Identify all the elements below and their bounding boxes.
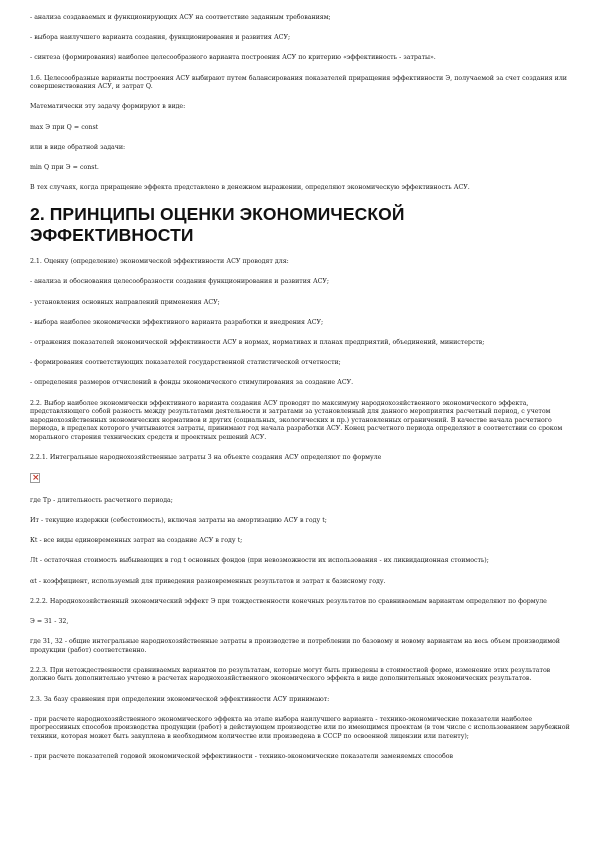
paragraph-economic-efficiency: В тех случаях, когда приращение эффекта представлено в денежном выражении, определяют экономическую эффективность АСУ. [30, 184, 470, 192]
bullet-variant-choice: - выбора наиболее экономически эффективного варианта разработки и внедрения АСУ; [30, 318, 324, 326]
bullet-national-effect-base: - при расчете народнохозяйственного экономического эффекта на этапе выбора наилучшего варианта - технико-экономические показатели наиболее прогрессивных способов производства продукции (работ) в действующем производстве или по имеющимся проектам (в том числе с использованием зарубежной техники, которая может быть закуплена в необходимом количестве или произведена в СССР по освоенной лицензии или патенту); [30, 715, 570, 740]
section-heading: 2. ПРИНЦИПЫ ОЦЕНКИ ЭКОНОМИЧЕСКОЙ ЭФФЕКТИВНОСТИ [30, 204, 405, 246]
bullet-choice: - выбора наилучшего варианта создания, функционирования и развития АСУ; [30, 34, 291, 42]
paragraph-2-3: 2.3. За базу сравнения при определении экономической эффективности АСУ принимают: [30, 695, 330, 703]
bullet-justification: - анализа и обоснования целесообразности создания функционирования и развития АСУ; [30, 278, 330, 286]
definition-tr: где Тр - длительность расчетного периода; [30, 496, 173, 504]
paragraph-2-2-3: 2.2.3. При нетождественности сравниваемых вариантов по результатам, которые могут быть приведены в стоимостной форме, изменение этих результатов должно быть дополнительно учтено в расчетах народнохозяйственного экономического эффекта в виде дополнительных экономических результатов. [30, 666, 551, 683]
bullet-funds: - определения размеров отчислений в фонды экономического стимулирования за создание АСУ. [30, 379, 354, 387]
definition-alpha: αt - коэффициент, используемый для приведения разновременных результатов и затрат к базисному году. [30, 577, 386, 585]
formula-effect: Э = З1 - З2, [30, 617, 69, 625]
paragraph-2-1: 2.1. Оценку (определение) экономической эффективности АСУ проводят для: [30, 258, 289, 266]
paragraph-math-intro: Математически эту задачу формируют в виде: [30, 103, 186, 111]
paragraph-2-2: 2.2. Выбор наиболее экономически эффективного варианта создания АСУ проводят по максимуму народнохозяйственного экономического эффекта, представляющего собой разность между результатами деятельности и затратами за установленный для данного мероприятия расчетный период, с учетом народнохозяйственных экономических нормативов и других (социальных, экологических и пр.) установленных ограничений. В качестве начала расчетного периода, в пределах которого учитываются затраты, принимают год начала разработки АСУ. Конец расчетного периода определяют в соответствии со сроком морального старения технических средств и проектных решений АСУ. [30, 399, 563, 441]
bullet-annual-efficiency-base: - при расчете показателей годовой экономической эффективности - технико-экономические показатели заменяемых способов [30, 753, 453, 761]
definition-z1-z2: где З1, З2 - общие интегральные народнохозяйственные затраты в производстве и потреблении по базовому и новому вариантам на весь объем производимой продукции (работ) соответственно. [30, 638, 560, 654]
paragraph-1-6: 1.6. Целесообразные варианты построения АСУ выбирают путем балансирования показателей приращения эффективности Э, получаемой за счет создания или совершенствования АСУ, и затрат Q. [30, 74, 567, 91]
paragraph-2-2-1: 2.2.1. Интегральные народнохозяйственные затраты З на объекте создания АСУ определяют по формуле [30, 454, 382, 462]
paragraph-inverse-task: или в виде обратной задачи: [30, 143, 126, 151]
definition-it: Ит - текущие издержки (себестоимость), включая затраты на амортизацию АСУ в году t; [30, 516, 327, 524]
formula-image-placeholder [30, 473, 573, 497]
bullet-synthesis: - синтеза (формирования) наиболее целесообразного варианта построения АСУ по критерию «эффективность - затраты». [30, 54, 436, 62]
formula-max: max Э при Q = const [30, 123, 99, 131]
bullet-statistics: - формирования соответствующих показателей государственной статистической отчетности; [30, 359, 341, 367]
broken-image-icon: × [32, 472, 40, 483]
bullet-norms: - отражения показателей экономической эффективности АСУ в нормах, нормативах и планах предприятий, объединений, министерств; [30, 339, 485, 347]
definition-lt: Лt - остаточная стоимость выбывающих в год t основных фондов (при невозможности их использования - их ликвидационная стоимость); [30, 557, 489, 565]
bullet-directions: - установления основных направлений применения АСУ; [30, 298, 220, 306]
formula-min: min Q при Э = const. [30, 163, 99, 171]
paragraph-2-2-2: 2.2.2. Народнохозяйственный экономический эффект Э при тождественности конечных результатов по сравниваемым вариантам определяют по формуле [30, 597, 547, 605]
definition-kt: Кt - все виды единовременных затрат на создание АСУ в году t; [30, 537, 243, 545]
document-page [30, 14, 573, 773]
bullet-analysis: - анализа создаваемых и функционирующих АСУ на соответствие заданным требованиям; [30, 14, 331, 21]
